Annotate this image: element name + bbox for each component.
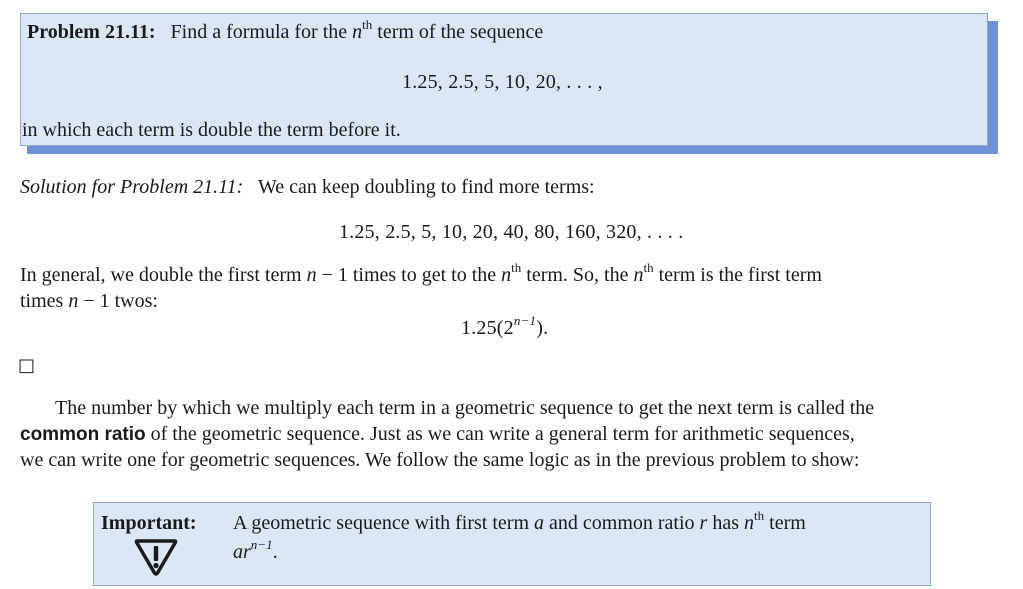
text: and common ratio [544,512,700,534]
var-n: n [68,290,79,312]
superscript-th: th [643,260,654,276]
superscript-th: th [754,508,765,524]
warning-icon [134,537,178,577]
important-formula [233,537,278,564]
text: term is the first term [653,264,822,286]
solution-label: Solution for Problem 21.11: [20,176,244,198]
superscript-th: th [511,260,522,276]
important-label: Important: [101,512,197,534]
general-line-2 [20,290,158,313]
formula-end: . [272,541,278,563]
text: term. So, the [521,264,634,286]
superscript-th: th [362,17,373,33]
text: In general, we double the first term [20,264,307,286]
formula-base: 1.25(2 [461,317,514,339]
qed-square: □ [18,355,36,376]
important-text [233,508,806,535]
solution-formula [461,313,549,340]
text: times [20,290,69,312]
extended-sequence: 1.25, 2.5, 5, 10, 20, 40, 80, 160, 320, . . . . [339,221,684,243]
solution-intro-line [20,176,595,199]
formula-exponent: n−1 [250,537,273,553]
text: − 1 times to get to the [316,264,502,286]
paragraph-line-1: The number by which we multiply each term in a geometric sequence to get the next term is called the [55,397,875,419]
problem-text: Find a formula for the [170,21,353,43]
general-line-1 [20,260,822,287]
var-a: a [534,512,545,534]
var-r: r [699,512,708,534]
var-n: n [501,264,512,286]
text: term [764,512,806,534]
problem-sequence: 1.25, 2.5, 5, 10, 20, . . . , [402,71,603,93]
text: has [707,512,745,534]
formula-base: ar [233,541,251,563]
formula-exponent: n−1 [513,313,537,329]
problem-text-after: term of the sequence [372,21,544,43]
var-n: n [352,21,363,43]
problem-statement [27,17,544,44]
problem-closing: in which each term is double the term before it. [22,119,401,141]
text: A geometric sequence with first term [233,512,535,534]
var-n: n [306,264,317,286]
paragraph-line-2 [20,423,855,446]
text: of the geometric sequence. Just as we can write a general term for arithmetic sequences, [145,423,855,445]
paragraph-line-3: we can write one for geometric sequences. We follow the same logic as in the previous problem to show: [20,449,860,471]
text: − 1 twos: [78,290,158,312]
solution-intro: We can keep doubling to find more terms: [257,176,595,198]
formula-end: ). [536,317,549,339]
var-n: n [633,264,644,286]
common-ratio-term: common ratio [20,424,146,445]
problem-label: Problem 21.11: [27,21,156,43]
var-n: n [744,512,755,534]
